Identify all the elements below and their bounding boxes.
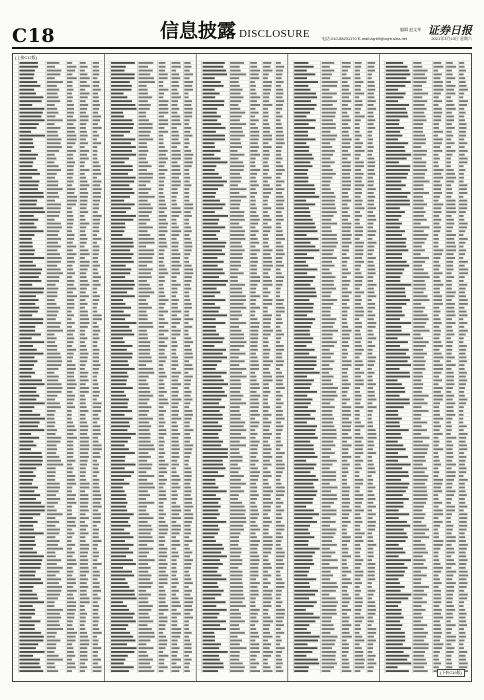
section-title	[160, 22, 310, 41]
newspaper-logo: 证券日报	[428, 24, 472, 37]
table-column	[105, 54, 196, 681]
page-number: C18	[12, 25, 56, 47]
contact-line: 电话:010-88231170 E-mail:zqrb9@zqrb.sina.net	[322, 36, 408, 41]
editors-line: 编辑 赵文举	[400, 27, 422, 32]
header-rule	[12, 47, 472, 49]
newspaper-page	[12, 22, 472, 682]
table-column	[14, 61, 104, 673]
continued-to-note: (下转C19版)	[437, 669, 465, 677]
header-meta	[322, 22, 472, 44]
table-column	[288, 54, 379, 681]
publication-date: 2021年3月13日 星期六	[431, 36, 472, 41]
section-title-en: DISCLOSURE	[239, 28, 310, 40]
table-column	[196, 54, 287, 681]
disclosure-tables	[13, 54, 471, 681]
disclosure-content	[12, 53, 472, 682]
table-column	[379, 54, 470, 681]
page-header	[12, 22, 472, 46]
section-title-cn: 信息披露	[160, 20, 237, 42]
continued-from-caption: (上接C17版)	[15, 55, 38, 60]
